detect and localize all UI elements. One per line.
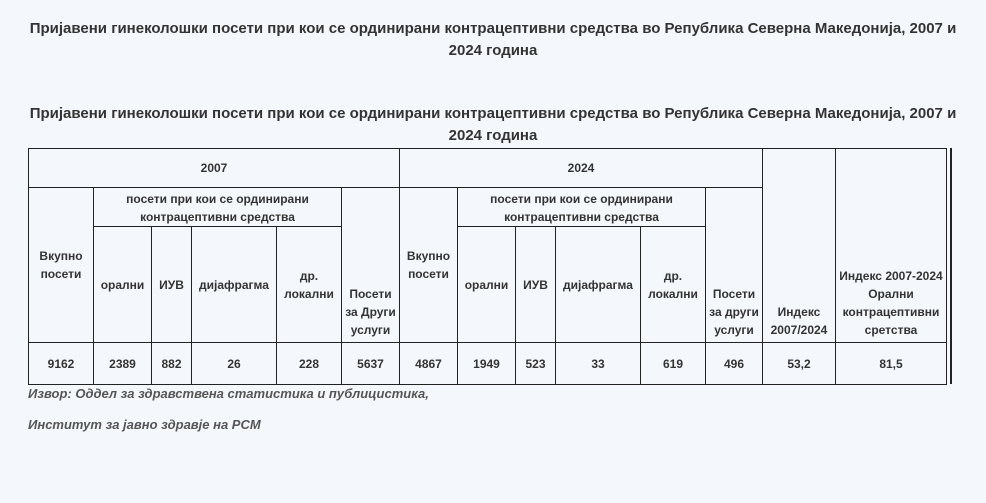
index-visits-header: Индекс 2007/2024	[763, 149, 836, 343]
cell-oral-2007: 2389	[94, 343, 152, 385]
cell-other-services-2024: 496	[706, 343, 763, 385]
cell-diaphragm-2024: 33	[556, 343, 641, 385]
year-2024-header: 2024	[400, 149, 763, 188]
oral-2007-header: орални	[94, 227, 152, 343]
cell-oral-2024: 1949	[458, 343, 516, 385]
diaphragm-2024-header: дијафрагма	[556, 227, 641, 343]
source-line-1: Извор: Оддел за здравствена статистика и публицистика,	[28, 386, 429, 401]
cell-other-local-2007: 228	[277, 343, 342, 385]
cell-index-contraceptive: 81,5	[836, 343, 947, 385]
oral-2024-header: орални	[458, 227, 516, 343]
statistics-table	[28, 148, 947, 385]
cell-other-services-2007: 5637	[342, 343, 400, 385]
other-local-2007-header: др. локални	[277, 227, 342, 343]
cell-index-visits: 53,2	[763, 343, 836, 385]
source-line-2: Институт за јавно здравје на РСМ	[28, 417, 261, 432]
total-visits-2024-header: Вкупно посети	[400, 188, 458, 343]
year-2007-header: 2007	[29, 149, 400, 188]
cell-iud-2007: 882	[152, 343, 192, 385]
table-right-border	[950, 148, 952, 384]
cell-total-visits-2024: 4867	[400, 343, 458, 385]
iud-2024-header: ИУВ	[516, 227, 556, 343]
total-visits-2007-header: Вкупно посети	[29, 188, 94, 343]
index-contraceptive-header: Индекс 2007-2024 Орални контрацептивни сретства	[836, 149, 947, 343]
cell-iud-2024: 523	[516, 343, 556, 385]
table-row	[29, 343, 947, 385]
other-services-2007-header: Посети за Други услуги	[342, 188, 400, 343]
page-title: Пријавени гинеколошки посети при кои се ординирани контрацептивни средства во Република Северна Македонија, 2007 и 2024 година	[29, 20, 957, 59]
iud-2007-header: ИУВ	[152, 227, 192, 343]
contraceptive-group-2007-header: посети при кои се ординирани контрацептивни средства	[94, 188, 342, 227]
table-title: Пријавени гинеколошки посети при кои се ординирани контрацептивни средства во Република Северна Македонија, 2007 и 2024 година	[29, 105, 957, 144]
cell-other-local-2024: 619	[641, 343, 706, 385]
cell-total-visits-2007: 9162	[29, 343, 94, 385]
diaphragm-2007-header: дијафрагма	[192, 227, 277, 343]
other-local-2024-header: др. локални	[641, 227, 706, 343]
contraceptive-group-2024-header: посети при кои се ординирани контрацептивни средства	[458, 188, 706, 227]
other-services-2024-header: Посети за други услуги	[706, 188, 763, 343]
cell-diaphragm-2007: 26	[192, 343, 277, 385]
